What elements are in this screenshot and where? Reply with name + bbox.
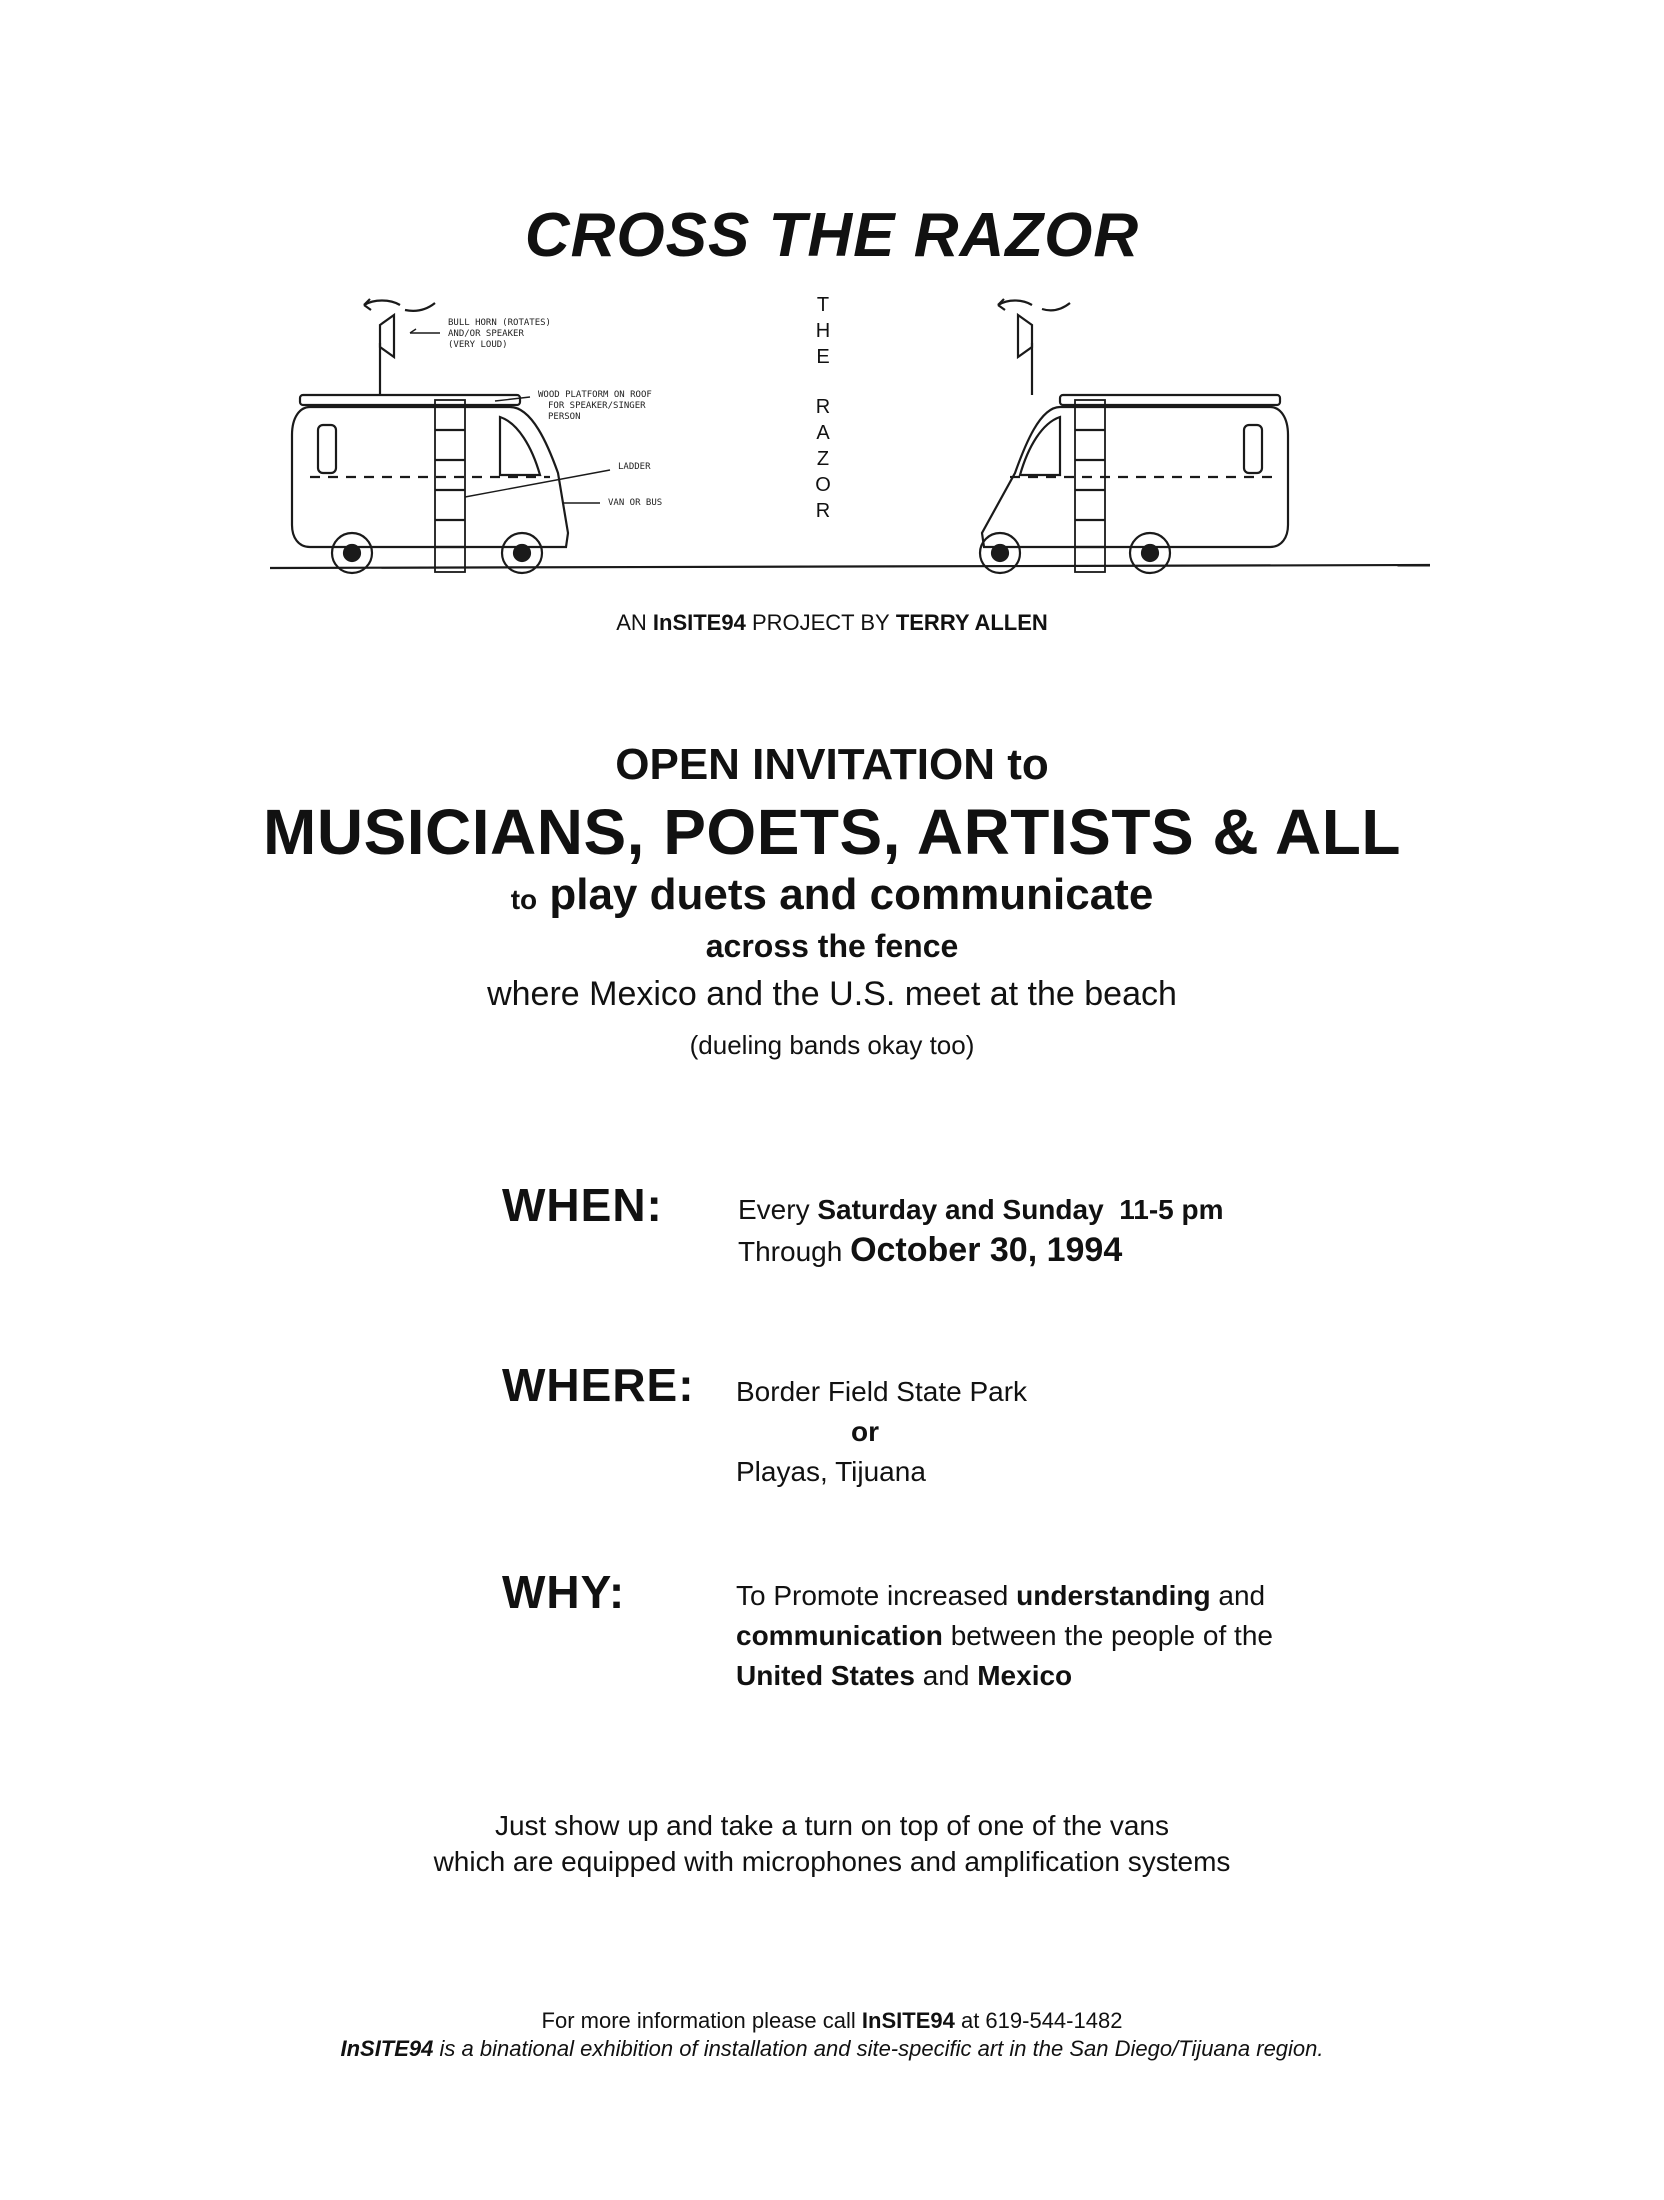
when-detail (738, 1190, 1224, 1272)
purpose-line (0, 870, 1664, 920)
byline (0, 610, 1664, 636)
annotation-horn-2: AND/OR SPEAKER (448, 329, 524, 339)
when-through: Through (738, 1236, 843, 1267)
contact-info (0, 2007, 1664, 2035)
tagline-org: InSITE94 (340, 2036, 434, 2061)
annotation-platform-1: WOOD PLATFORM ON ROOF (538, 390, 652, 400)
fence-line: across the fence (705, 928, 959, 964)
razor-letter: Z (816, 448, 830, 470)
why-label: WHY: (502, 1566, 626, 1618)
dueling-note: (dueling bands okay too) (689, 1030, 975, 1060)
why-line-3 (736, 1656, 1273, 1696)
where-label: WHERE: (502, 1359, 695, 1411)
byline-prefix: AN (616, 610, 647, 635)
why-emphasis: understanding (1016, 1580, 1211, 1611)
annotation-horn-1: BULL HORN (ROTATES) (448, 318, 551, 328)
where-or: or (851, 1416, 879, 1447)
page-title: CROSS THE RAZOR (524, 201, 1140, 270)
ground-line (270, 565, 1430, 568)
van-illustration (270, 285, 1450, 585)
annotation-platform-2: FOR SPEAKER/SINGER (548, 401, 646, 411)
show-up-line-1: Just show up and take a turn on top of one of the vans (494, 1810, 1169, 1841)
van-annotations (448, 318, 662, 508)
show-up-note (0, 1808, 1664, 1880)
why-emphasis: Mexico (977, 1660, 1073, 1691)
location-line: where Mexico and the U.S. meet at the beach (487, 975, 1177, 1013)
when-days: Saturday and Sunday (817, 1194, 1104, 1225)
right-van (980, 299, 1288, 573)
byline-org: InSITE94 (652, 610, 746, 635)
why-emphasis: United States (736, 1660, 915, 1691)
when-every: Every (738, 1194, 810, 1225)
where-place-2: Playas, Tijuana (736, 1456, 926, 1487)
annotation-van: VAN OR BUS (608, 498, 663, 508)
why-text: and (922, 1660, 970, 1691)
why-text: between the people of the (950, 1620, 1273, 1651)
show-up-line-2: which are equipped with microphones and amplification systems (433, 1846, 1231, 1877)
razor-letter: T (816, 294, 830, 316)
razor-letter: R (815, 396, 831, 418)
razor-letter: O (815, 474, 831, 496)
audience-heading: MUSICIANS, POETS, ARTISTS & ALL (263, 796, 1401, 868)
tagline-text: is a binational exhibition of installation and site-specific art in the San Diego/Tijuana region. (439, 2036, 1324, 2061)
annotation-ladder: LADDER (618, 462, 651, 472)
why-text: and (1218, 1580, 1266, 1611)
why-emphasis: communication (736, 1620, 943, 1651)
razor-letter: R (815, 500, 831, 522)
purpose-to: to (510, 884, 538, 915)
why-text: To Promote increased (736, 1580, 1009, 1611)
razor-letter: H (815, 320, 831, 342)
annotation-platform-3: PERSON (548, 412, 581, 422)
when-label: WHEN: (502, 1179, 663, 1231)
when-date: October 30, 1994 (850, 1231, 1123, 1269)
razor-letter: A (816, 422, 830, 444)
razor-vertical-text (815, 294, 831, 522)
info-pre: For more information please call (541, 2008, 856, 2033)
when-line-2 (738, 1230, 1224, 1272)
info-phone: at 619-544-1482 (960, 2008, 1123, 2033)
byline-middle: PROJECT BY (751, 610, 890, 635)
where-place-1: Border Field State Park (736, 1376, 1028, 1407)
when-line-1 (738, 1190, 1224, 1230)
purpose-text: play duets and communicate (549, 870, 1154, 919)
why-detail (736, 1576, 1273, 1696)
where-detail (736, 1372, 1027, 1492)
why-line-2 (736, 1616, 1273, 1656)
annotation-horn-3: (VERY LOUD) (448, 340, 508, 350)
byline-artist: TERRY ALLEN (895, 610, 1048, 635)
when-time: 11-5 pm (1119, 1194, 1224, 1225)
why-line-1 (736, 1576, 1273, 1616)
footer-tagline (0, 2035, 1664, 2063)
razor-letter: E (816, 346, 830, 368)
info-org: InSITE94 (861, 2008, 955, 2033)
open-invitation-heading: OPEN INVITATION to (615, 740, 1049, 789)
